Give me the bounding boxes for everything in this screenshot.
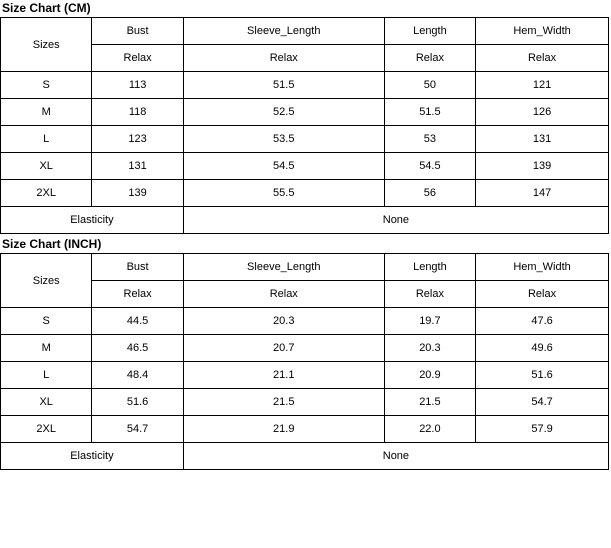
subheader-hem-relax: Relax: [476, 45, 609, 72]
cell-bust: 113: [92, 72, 183, 99]
cell-sleeve: 21.5: [183, 389, 384, 416]
table-row: [1, 126, 609, 153]
table-subheader-row: [1, 281, 609, 308]
cell-size: L: [1, 362, 92, 389]
cell-bust: 131: [92, 153, 183, 180]
table-row: [1, 99, 609, 126]
table-row: [1, 308, 609, 335]
cell-sleeve: 20.3: [183, 308, 384, 335]
table-row: [1, 153, 609, 180]
header-length: Length: [384, 254, 475, 281]
header-hem-width: Hem_Width: [476, 18, 609, 45]
cell-sleeve: 21.1: [183, 362, 384, 389]
subheader-sleeve-relax: Relax: [183, 281, 384, 308]
cell-bust: 123: [92, 126, 183, 153]
header-bust: Bust: [92, 18, 183, 45]
header-bust: Bust: [92, 254, 183, 281]
cell-hem: 54.7: [476, 389, 609, 416]
header-sleeve-length: Sleeve_Length: [183, 254, 384, 281]
cell-bust: 139: [92, 180, 183, 207]
cell-size: L: [1, 126, 92, 153]
table-row: [1, 72, 609, 99]
cell-hem: 51.6: [476, 362, 609, 389]
cell-sleeve: 20.7: [183, 335, 384, 362]
subheader-bust-relax: Relax: [92, 281, 183, 308]
cell-size: 2XL: [1, 180, 92, 207]
subheader-length-relax: Relax: [384, 45, 475, 72]
cell-length: 56: [384, 180, 475, 207]
cell-size: 2XL: [1, 416, 92, 443]
cell-hem: 131: [476, 126, 609, 153]
header-sizes: Sizes: [1, 18, 92, 72]
cell-hem: 126: [476, 99, 609, 126]
table-header-row: [1, 18, 609, 45]
cell-sleeve: 52.5: [183, 99, 384, 126]
cell-length: 20.9: [384, 362, 475, 389]
cell-size: S: [1, 308, 92, 335]
cell-length: 19.7: [384, 308, 475, 335]
cell-bust: 54.7: [92, 416, 183, 443]
cell-bust: 118: [92, 99, 183, 126]
cell-length: 54.5: [384, 153, 475, 180]
cell-sleeve: 21.9: [183, 416, 384, 443]
header-hem-width: Hem_Width: [476, 254, 609, 281]
header-sizes: Sizes: [1, 254, 92, 308]
cell-bust: 48.4: [92, 362, 183, 389]
table-row: [1, 180, 609, 207]
section-title-inch: Size Chart (INCH): [2, 237, 102, 251]
cell-size: M: [1, 99, 92, 126]
elasticity-value: None: [183, 443, 608, 470]
size-chart-table-inch: [0, 253, 609, 470]
table-footer-row: [1, 443, 609, 470]
elasticity-label: Elasticity: [1, 207, 184, 234]
cell-size: XL: [1, 153, 92, 180]
table-row: [1, 362, 609, 389]
cell-length: 53: [384, 126, 475, 153]
table-subheader-row: [1, 45, 609, 72]
cell-size: XL: [1, 389, 92, 416]
cell-bust: 51.6: [92, 389, 183, 416]
subheader-bust-relax: Relax: [92, 45, 183, 72]
cell-length: 51.5: [384, 99, 475, 126]
subheader-length-relax: Relax: [384, 281, 475, 308]
cell-hem: 47.6: [476, 308, 609, 335]
cell-length: 50: [384, 72, 475, 99]
cell-length: 21.5: [384, 389, 475, 416]
cell-sleeve: 55.5: [183, 180, 384, 207]
elasticity-label: Elasticity: [1, 443, 184, 470]
cell-bust: 46.5: [92, 335, 183, 362]
cell-hem: 139: [476, 153, 609, 180]
cell-sleeve: 51.5: [183, 72, 384, 99]
table-footer-row: [1, 207, 609, 234]
table-row: [1, 389, 609, 416]
header-sleeve-length: Sleeve_Length: [183, 18, 384, 45]
cell-hem: 147: [476, 180, 609, 207]
cell-sleeve: 53.5: [183, 126, 384, 153]
table-row: [1, 335, 609, 362]
cell-hem: 121: [476, 72, 609, 99]
elasticity-value: None: [183, 207, 608, 234]
cell-hem: 49.6: [476, 335, 609, 362]
section-title-cm: Size Chart (CM): [2, 1, 91, 15]
cell-size: S: [1, 72, 92, 99]
size-chart-table-cm: [0, 17, 609, 234]
cell-bust: 44.5: [92, 308, 183, 335]
cell-hem: 57.9: [476, 416, 609, 443]
subheader-sleeve-relax: Relax: [183, 45, 384, 72]
cell-size: M: [1, 335, 92, 362]
cell-sleeve: 54.5: [183, 153, 384, 180]
header-length: Length: [384, 18, 475, 45]
subheader-hem-relax: Relax: [476, 281, 609, 308]
table-header-row: [1, 254, 609, 281]
cell-length: 20.3: [384, 335, 475, 362]
cell-length: 22.0: [384, 416, 475, 443]
table-row: [1, 416, 609, 443]
